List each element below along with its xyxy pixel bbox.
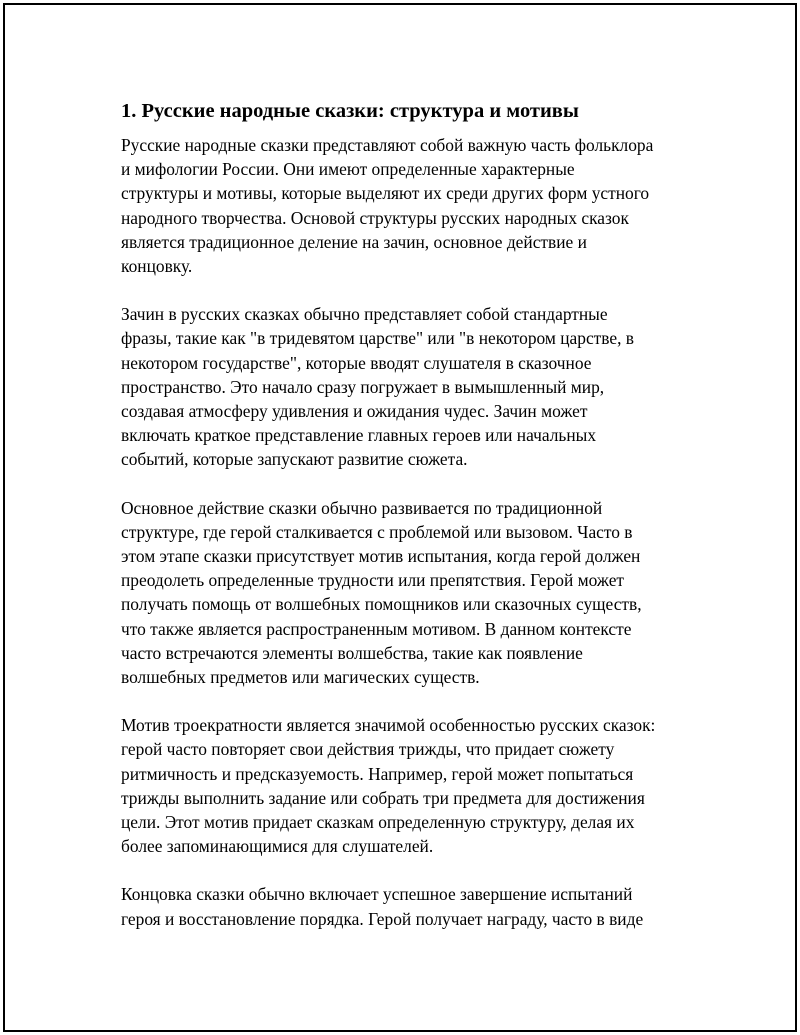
text-line: Зачин в русских сказках обычно представляет собой стандартные — [121, 304, 608, 325]
text-line: концовку. — [121, 256, 193, 277]
document-body — [121, 97, 701, 955]
paragraph-main-action — [121, 496, 701, 690]
section-heading: 1. Русские народные сказки: структура и мотивы — [121, 100, 579, 122]
text-line: структуре, где герой сталкивается с проблемой или вызовом. Часто в — [121, 521, 633, 542]
text-line: трижды выполнить задание или собрать три предмета для достижения — [121, 787, 645, 808]
text-line: включать краткое представление главных героев или начальных — [121, 425, 597, 446]
text-line: пространство. Это начало сразу погружает в вымышленный мир, — [121, 376, 605, 397]
text-line: является традиционное деление на зачин, основное действие и — [121, 231, 587, 252]
paragraph-opening — [121, 302, 701, 471]
text-line: героя и восстановление порядка. Герой получает награду, часто в виде — [121, 908, 644, 929]
text-line: Русские народные сказки представляют собой важную часть фольклора — [121, 135, 654, 155]
text-line: Мотив троекратности является значимой особенностью русских сказок: — [121, 715, 656, 736]
text-line: Основное действие сказки обычно развивается по традиционной — [121, 497, 603, 518]
text-line: этом этапе сказки присутствует мотив испытания, когда герой должен — [121, 546, 641, 567]
text-line: получать помощь от волшебных помощников или сказочных существ, — [121, 594, 642, 615]
page-frame — [3, 3, 797, 1032]
text-line: часто встречаются элементы волшебства, такие как появление — [121, 642, 583, 663]
text-line: что также является распространенным мотивом. В данном контексте — [121, 618, 632, 639]
text-line: событий, которые запускают развитие сюжета. — [121, 449, 468, 470]
paragraph-ending — [121, 882, 701, 930]
text-line: волшебных предметов или магических существ. — [121, 667, 480, 688]
paragraph-intro — [121, 133, 701, 278]
text-line: и мифологии России. Они имеют определенные характерные — [121, 159, 575, 180]
text-line: герой часто повторяет свои действия трижды, что придает сюжету — [121, 739, 615, 760]
text-line: фразы, такие как "в тридевятом царстве" или "в некотором царстве, в — [121, 328, 635, 349]
text-line: Концовка сказки обычно включает успешное завершение испытаний — [121, 884, 633, 905]
text-line: цели. Этот мотив придает сказкам определенную структуру, делая их — [121, 812, 635, 833]
text-line: преодолеть определенные трудности или препятствия. Герой может — [121, 570, 625, 591]
text-line: народного творчества. Основой структуры русских народных сказок — [121, 207, 629, 228]
text-line: создавая атмосферу удивления и ожидания чудес. Зачин может — [121, 401, 588, 422]
text-line: некотором государстве", которые вводят слушателя в сказочное — [121, 352, 592, 373]
text-line: более запоминающимися для слушателей. — [121, 836, 434, 857]
text-line: структуры и мотивы, которые выделяют их среди других форм устного — [121, 183, 650, 204]
paragraph-triple-motif — [121, 713, 701, 858]
text-line: ритмичность и предсказуемость. Например, герой может попытаться — [121, 763, 634, 784]
